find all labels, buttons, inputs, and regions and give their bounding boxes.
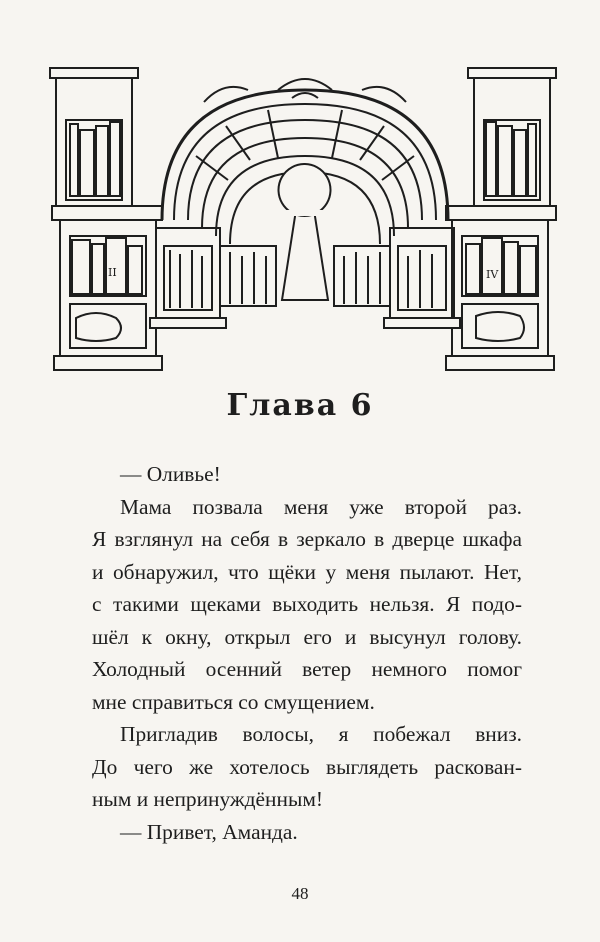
text-line: шёл к окну, открыл его и высунул голову. — [92, 624, 522, 649]
text-line: ным и непринуждённым! — [92, 787, 323, 811]
text-line: — Оливье! — [120, 462, 221, 486]
paragraph — [92, 458, 522, 491]
text-line: Я взглянул на себя в зеркало в дверце шкафа — [92, 527, 522, 551]
text-line: Пригладив волосы, я побежал вниз. — [120, 722, 522, 746]
text-line: мне справиться со смущением. — [92, 689, 375, 714]
paragraph — [92, 718, 522, 816]
text-line: Мама позвала меня уже второй раз. — [120, 494, 522, 519]
page-number: 48 — [291, 884, 309, 903]
text-line: с такими щеками выходить нельзя. Я подо- — [92, 592, 522, 616]
bookshelf-arch-illustration — [46, 60, 564, 380]
text-line: Холодный осенний ветер немного помог — [92, 657, 522, 681]
chapter-body — [92, 458, 522, 848]
paragraph — [92, 491, 522, 719]
text-line: До чего же хотелось выглядеть раскован- — [92, 754, 522, 779]
paragraph — [92, 816, 522, 849]
text-line: и обнаружил, что щёки у меня пылают. Нет, — [92, 559, 522, 584]
book-mark-right: IV — [486, 268, 499, 281]
book-mark-left: II — [108, 266, 117, 279]
text-line: — Привет, Аманда. — [120, 819, 298, 844]
chapter-title: Глава 6 — [226, 388, 374, 423]
